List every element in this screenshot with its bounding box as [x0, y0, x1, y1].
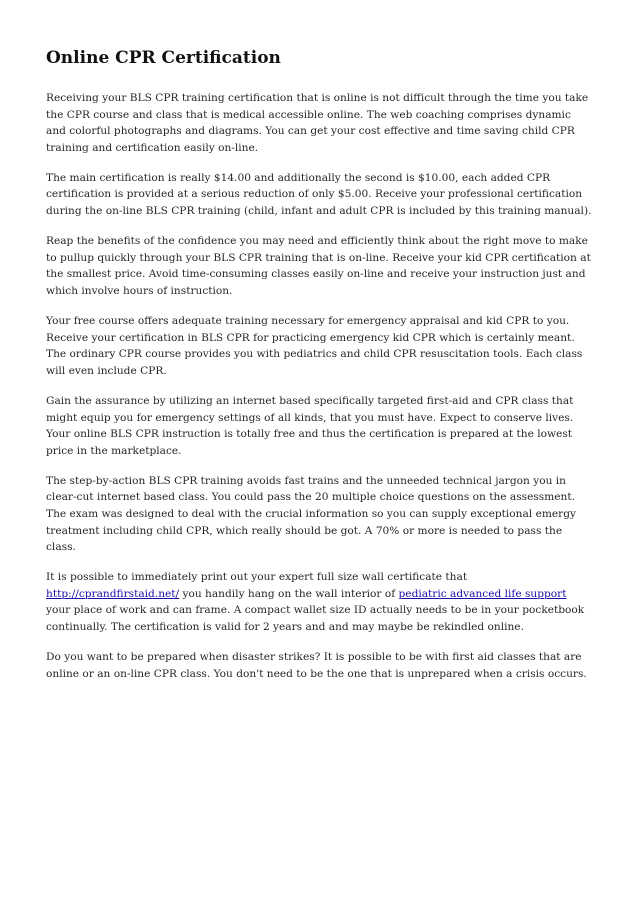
paragraph-certificate-after: your place of work and can frame. A compact wallet size ID actually needs to be in your pocketbook continually. The certification is valid for 2 years and and may maybe be rekindled online. — [46, 604, 585, 634]
pediatric-advanced-life-support-link[interactable]: pediatric advanced life support — [398, 587, 567, 600]
paragraph-pricing: The main certification is really $14.00 and additionally the second is $10.00, each added CPR certification is provided at a serious reduction of only $5.00. Receive your professional certification during the on-line BLS CPR training (child, infant and adult CPR is included by this training manual). — [46, 171, 592, 218]
paragraph-closing: Do you want to be prepared when disaster strikes? It is possible to be with first aid classes that are online or an on-line CPR class. You don't need to be the one that is unprepared when a crisis occurs. — [46, 651, 587, 680]
paragraph-certificate-before: It is possible to immediately print out your expert full size wall certificate that — [46, 571, 468, 584]
page-title: Online CPR Certification — [46, 48, 281, 68]
paragraph-benefits: Reap the benefits of the confidence you may need and efficiently think about the right move to make to pullup quickly through your BLS CPR training that is on-line. Receive your kid CPR certification at the smallest price. Avoid time-consuming classes easily on-line and receive your instruction just and which involve hours of instruction. — [46, 235, 591, 297]
paragraph-certificate — [46, 569, 594, 635]
document-page — [46, 46, 594, 696]
paragraph-certificate-middle: you handily hang on the wall interior of — [179, 587, 399, 600]
cprandfirstaid-link[interactable]: http://cprandfirstaid.net/ — [46, 587, 180, 600]
paragraph-step-by-step: The step-by-action BLS CPR training avoids fast trains and the unneeded technical jargon you in clear-cut internet based class. You could pass the 20 multiple choice questions on the assessment. The exam was designed to deal with the crucial information so you can supply exceptional emergy treatment including child CPR, which really should be got. A 70% or more is needed to pass the class. — [46, 474, 576, 554]
paragraph-assurance: Gain the assurance by utilizing an internet based specifically targeted first-aid and CPR class that might equip you for emergency settings of all kinds, that you must have. Expect to conserve lives. Your online BLS CPR instruction is totally free and thus the certification is prepared at the lowest price in the marketplace. — [46, 394, 574, 457]
paragraph-free-course: Your free course offers adequate training necessary for emergency appraisal and kid CPR to you. Receive your certification in BLS CPR for practicing emergency kid CPR which is certainly meant. The ordinary CPR course provides you with pediatrics and child CPR resuscitation tools. Each class will even include CPR. — [46, 315, 583, 377]
paragraph-intro: Receiving your BLS CPR training certification that is online is not difficult through the time you take the CPR course and class that is medical accessible online. The web coaching comprises dynamic and colorful photographs and diagrams. You can get your cost effective and time saving child CPR training and certification easily on-line. — [46, 92, 589, 154]
